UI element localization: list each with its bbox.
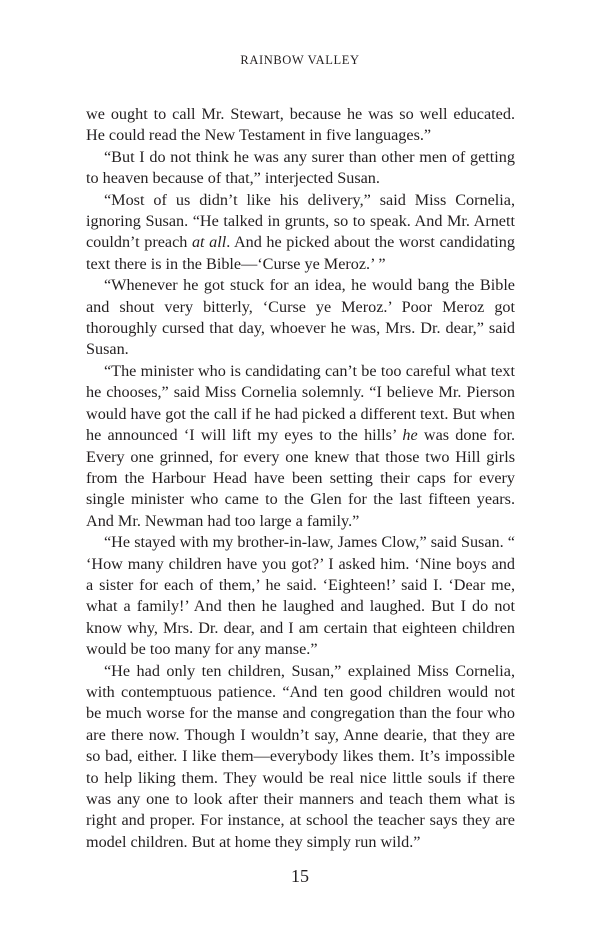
paragraph-5 <box>86 361 515 532</box>
page-number: 15 <box>291 866 309 886</box>
body-text <box>86 104 515 853</box>
paragraph-3-part-a: “Most of us didn’t like his delivery,” said Miss Cornelia, ignoring Susan. “He talked in grunts, so to speak. And Mr. Arnett couldn’t preach <box>86 190 515 252</box>
running-head: RAINBOW VALLEY <box>240 53 360 67</box>
paragraph-6: “He stayed with my brother-in-law, James Clow,” said Susan. “ ‘How many children have you got?’ I asked him. ‘Nine boys and a sister for each of them,’ he said. ‘Eighteen!’ said I. ‘Dear me, what a family!’ And then he laughed and laughed. But I do not know why, Mrs. Dr. dear, and I am certain that eighteen children would be too many for any manse.” <box>86 533 515 659</box>
paragraph-4: “Whenever he got stuck for an idea, he would bang the Bible and shout very bitterly, ‘Curse ye Meroz.’ Poor Meroz got thoroughly cursed that day, whoever he was, Mrs. Dr. dear,” said Susan. <box>86 276 515 359</box>
paragraph-1: we ought to call Mr. Stewart, because he was so well educated. He could read the New Testament in five languages.” <box>86 105 515 145</box>
paragraph-2: “But I do not think he was any surer than other men of getting to heaven because of that,” interjected Susan. <box>86 147 515 188</box>
paragraph-3-part-b: . And he picked about the worst candidating text there is in the Bible—‘Curse ye Meroz.’ ” <box>86 233 515 273</box>
paragraph-7: “He had only ten children, Susan,” explained Miss Cornelia, with contemptuous patience. “And ten good children would not be much worse for the manse and congregation than the four who are there now. Though I wouldn’t say, Anne dearie, that they are so bad, either. I like them—everybody likes them. It’s impossible to help liking them. They would be real nice little souls if there was any one to look after their manners and teach them what is right and proper. For instance, at school the teacher says they are model children. But at home they simply run wild.” <box>86 661 515 851</box>
paragraph-3 <box>86 190 515 276</box>
paragraph-3-emphasis: at all <box>191 233 227 252</box>
paragraph-5-part-b: was done for. Every one grinned, for every one knew that those two Hill girls from the Harbour Head have been setting their caps for every single minister who came to the Glen for the last fifteen years. And Mr. Newman had too large a family.” <box>86 426 515 530</box>
paragraph-5-part-a: “The minister who is candidating can’t be too careful what text he chooses,” said Miss Cornelia solemnly. “I believe Mr. Pierson would have got the call if he had picked a different text. But when he announced ‘I will lift my eyes to the hills’ <box>86 361 515 445</box>
paragraph-5-emphasis: he <box>402 426 418 445</box>
